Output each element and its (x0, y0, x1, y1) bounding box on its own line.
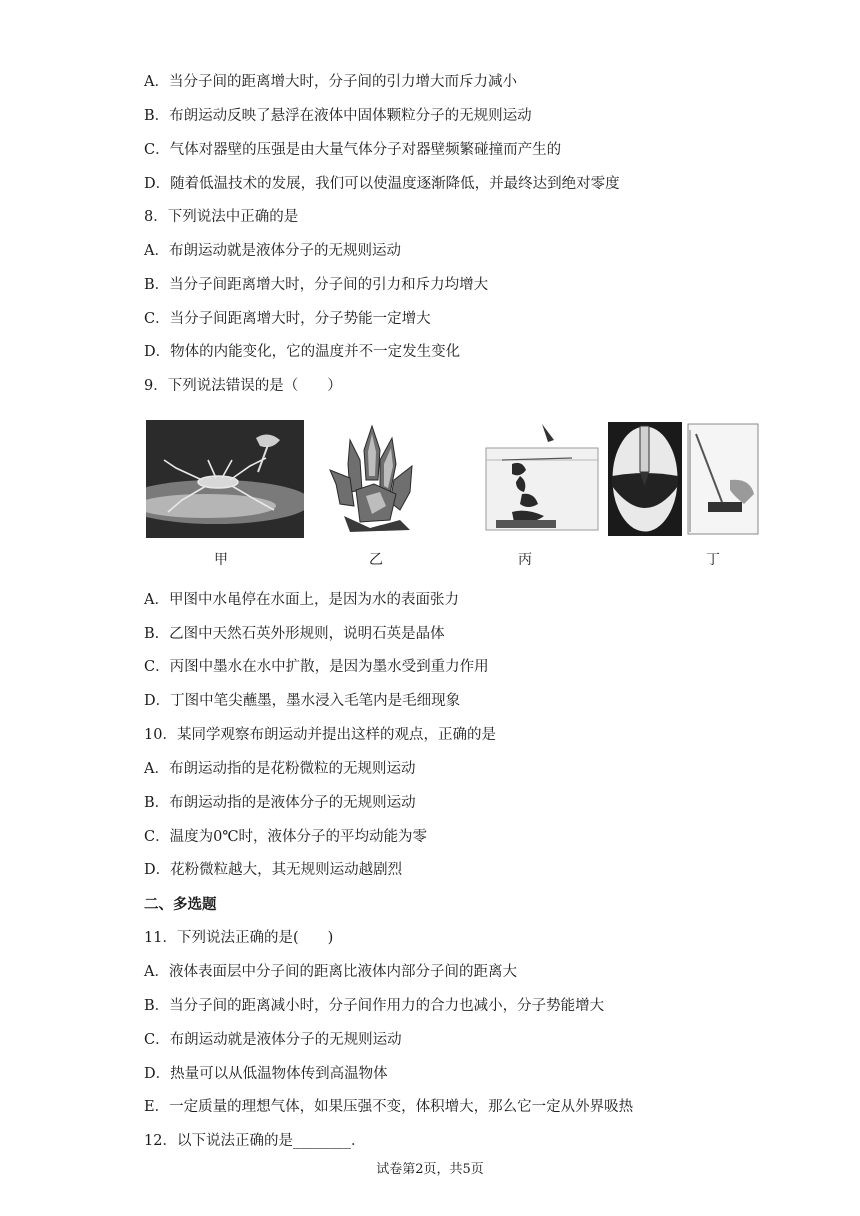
ink-diffusion-photo (482, 420, 604, 538)
q10-option-d: D．花粉微粒越大，其无规则运动越剧烈 (144, 862, 403, 878)
section-title-multiple-choice: 二、多选题 (144, 896, 217, 913)
q11-option-a: A．液体表面层中分子间的距离比液体内部分子间的距离大 (144, 964, 517, 980)
q8-option-d: D．物体的内能变化，它的温度并不一定发生变化 (144, 344, 461, 360)
figure-caption-ding: 丁 (706, 552, 720, 568)
q7-option-b: B．布朗运动反映了悬浮在液体中固体颗粒分子的无规则运动 (144, 108, 532, 124)
q11-option-b: B．当分子间的距离减小时，分子间作用力的合力也减小，分子势能增大 (144, 998, 605, 1014)
q9-stem: 9．下列说法错误的是（ ） (144, 378, 342, 394)
q11-option-e: E．一定质量的理想气体，如果压强不变，体积增大，那么它一定从外界吸热 (144, 1099, 634, 1115)
q9-option-b: B．乙图中天然石英外形规则，说明石英是晶体 (144, 626, 445, 642)
q7-option-d: D．随着低温技术的发展，我们可以使温度逐渐降低，并最终达到绝对零度 (144, 176, 620, 192)
q9-option-c: C．丙图中墨水在水中扩散，是因为墨水受到重力作用 (144, 659, 489, 675)
q8-stem: 8．下列说法中正确的是 (144, 209, 299, 225)
figure-caption-bing: 丙 (518, 552, 532, 568)
q8-option-c: C．当分子间距离增大时，分子势能一定增大 (144, 311, 431, 327)
q11-stem: 11．下列说法正确的是( ) (144, 930, 334, 946)
quartz-crystal-photo (320, 420, 432, 538)
q7-option-c: C．气体对器壁的压强是由大量气体分子对器壁频繁碰撞而产生的 (144, 142, 562, 158)
water-strider-photo (146, 420, 304, 538)
brush-ink-photo (604, 420, 760, 538)
q10-option-a: A．布朗运动指的是花粉微粒的无规则运动 (144, 761, 416, 777)
q9-figure-strip (144, 420, 760, 570)
q8-option-a: A．布朗运动就是液体分子的无规则运动 (144, 243, 401, 259)
q10-option-b: B．布朗运动指的是液体分子的无规则运动 (144, 795, 416, 811)
q9-option-a: A．甲图中水黾停在水面上，是因为水的表面张力 (144, 592, 459, 608)
page-footer: 试卷第2页，共5页 (376, 1162, 484, 1177)
q11-option-c: C．布朗运动就是液体分子的无规则运动 (144, 1032, 402, 1048)
q9-option-d: D．丁图中笔尖蘸墨，墨水浸入毛笔内是毛细现象 (144, 693, 461, 709)
q12-stem: 12．以下说法正确的是________． (144, 1133, 366, 1149)
q8-option-b: B．当分子间距离增大时，分子间的引力和斥力均增大 (144, 277, 489, 293)
q10-stem: 10．某同学观察布朗运动并提出这样的观点，正确的是 (144, 727, 496, 743)
q7-option-a: A．当分子间的距离增大时，分子间的引力增大而斥力减小 (144, 74, 517, 90)
figure-caption-yi: 乙 (369, 552, 383, 568)
q11-option-d: D．热量可以从低温物体传到高温物体 (144, 1066, 388, 1082)
figure-caption-jia: 甲 (214, 552, 228, 568)
q10-option-c: C．温度为0℃时，液体分子的平均动能为零 (144, 829, 428, 845)
